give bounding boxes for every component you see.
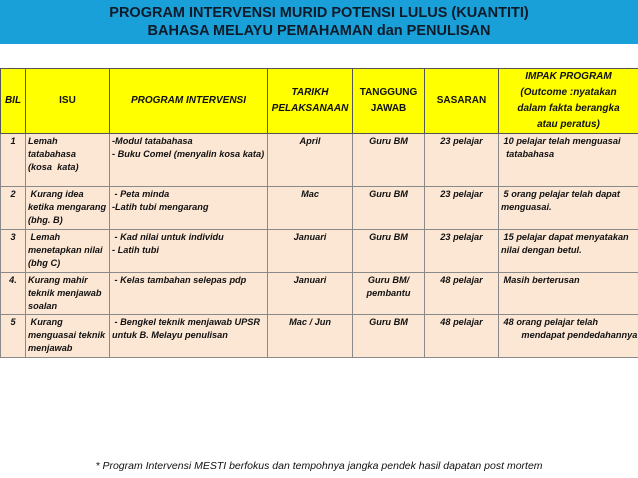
cell-isu-line: Kurang mahir (28, 275, 88, 285)
cell-isu-line: (bhg. B) (28, 215, 63, 225)
cell-program (110, 273, 268, 315)
header-isu: ISU (26, 69, 110, 134)
cell-impak (499, 315, 638, 358)
cell-bil: 5 (1, 315, 26, 358)
cell-isu-line: soalan (28, 301, 58, 311)
cell-impak-line: 5 orang pelajar telah dapat (501, 189, 620, 199)
cell-program-line: - Peta minda (112, 189, 170, 199)
cell-tanggungjawab (353, 230, 425, 273)
cell-isu-line: Lemah (28, 232, 61, 242)
cell-impak-line: 15 pelajar dapat menyatakan (501, 232, 629, 242)
cell-tarikh: April (268, 134, 353, 187)
cell-program (110, 230, 268, 273)
header-tarikh: TARIKH PELAKSANAAN (268, 69, 353, 134)
cell-bil: 1 (1, 134, 26, 187)
cell-isu-line: Kurang idea (28, 189, 84, 199)
title-line-2: BAHASA MELAYU PEMAHAMAN dan PENULISAN (147, 23, 491, 39)
table-row (1, 230, 638, 273)
cell-program (110, 134, 268, 187)
header-program: PROGRAM INTERVENSI (110, 69, 268, 134)
cell-isu-line: (bhg C) (28, 258, 61, 268)
cell-sasaran: 48 pelajar (425, 315, 499, 358)
cell-sasaran: 23 pelajar (425, 230, 499, 273)
cell-tanggungjawab-line: Guru BM (369, 189, 408, 199)
cell-impak-line: Masih berterusan (501, 275, 580, 285)
cell-tarikh: Januari (268, 273, 353, 315)
header-bil: BIL (1, 69, 26, 134)
cell-impak (499, 273, 638, 315)
title-bar (0, 0, 638, 44)
cell-isu-line: teknik menjawab (28, 288, 102, 298)
cell-sasaran: 23 pelajar (425, 134, 499, 187)
table-row (1, 187, 638, 230)
cell-impak (499, 230, 638, 273)
table-row (1, 315, 638, 358)
footnote: * Program Intervensi MESTI berfokus dan tempohnya jangka pendek hasil dapatan post mortem (95, 460, 543, 472)
cell-program (110, 187, 268, 230)
cell-tanggungjawab (353, 134, 425, 187)
header-impak: IMPAK PROGRAM (Outcome :nyatakan dalam fakta berangka atau peratus) (499, 69, 638, 134)
cell-isu (26, 315, 110, 358)
cell-bil: 3 (1, 230, 26, 273)
cell-isu-line: Kurang (28, 317, 63, 327)
cell-tanggungjawab (353, 315, 425, 358)
cell-program (110, 315, 268, 358)
cell-impak-line: nilai dengan betul. (501, 245, 582, 255)
cell-program-line: -Latih tubi mengarang (112, 202, 209, 212)
cell-isu (26, 273, 110, 315)
cell-impak-line: tatabahasa (501, 149, 555, 159)
cell-impak-line: menguasai. (501, 202, 552, 212)
intervention-table (0, 68, 638, 358)
cell-tanggungjawab (353, 273, 425, 315)
cell-tarikh: Mac / Jun (268, 315, 353, 358)
cell-tanggungjawab-line: Guru BM (369, 136, 408, 146)
cell-program-line: - Buku Comel (menyalin kosa kata) (112, 149, 265, 159)
cell-impak-line: 10 pelajar telah menguasai (501, 136, 621, 146)
cell-isu (26, 134, 110, 187)
cell-tanggungjawab (353, 187, 425, 230)
header-row (1, 69, 638, 134)
cell-tanggungjawab-line: Guru BM/ (367, 275, 410, 285)
cell-impak-line: mendapat pendedahannya (501, 330, 638, 340)
table-row (1, 134, 638, 187)
cell-program-line: untuk B. Melayu penulisan (112, 330, 228, 340)
cell-isu-line: menguasai teknik (28, 330, 106, 340)
cell-tarikh: Mac (268, 187, 353, 230)
header-sasaran: SASARAN (425, 69, 499, 134)
cell-impak (499, 187, 638, 230)
cell-isu-line: menjawab (28, 343, 73, 353)
table-body (1, 134, 638, 358)
header-tanggungjawab: TANGGUNG JAWAB (353, 69, 425, 134)
cell-tanggungjawab-line: Guru BM (369, 317, 408, 327)
title-line-1: PROGRAM INTERVENSI MURID POTENSI LULUS (KUANTITI) (109, 5, 529, 21)
cell-isu (26, 187, 110, 230)
cell-tanggungjawab-line: Guru BM (369, 232, 408, 242)
cell-impak-line: 48 orang pelajar telah (501, 317, 599, 327)
cell-sasaran: 48 pelajar (425, 273, 499, 315)
cell-isu-line: menetapkan nilai (28, 245, 103, 255)
cell-program-line: - Kelas tambahan selepas pdp (112, 275, 247, 285)
cell-isu-line: tatabahasa (28, 149, 77, 159)
cell-program-line: - Kad nilai untuk individu (112, 232, 224, 242)
cell-isu-line: (kosa kata) (28, 162, 79, 172)
cell-impak (499, 134, 638, 187)
cell-isu-line: Lemah (28, 136, 58, 146)
cell-program-line: - Bengkel teknik menjawab UPSR (112, 317, 261, 327)
cell-tarikh: Januari (268, 230, 353, 273)
cell-bil: 4. (1, 273, 26, 315)
cell-program-line: -Modul tatabahasa (112, 136, 193, 146)
cell-tanggungjawab-line: pembantu (366, 288, 411, 298)
cell-sasaran: 23 pelajar (425, 187, 499, 230)
cell-bil: 2 (1, 187, 26, 230)
cell-isu (26, 230, 110, 273)
cell-program-line: - Latih tubi (112, 245, 159, 255)
table-row (1, 273, 638, 315)
cell-isu-line: ketika mengarang (28, 202, 107, 212)
